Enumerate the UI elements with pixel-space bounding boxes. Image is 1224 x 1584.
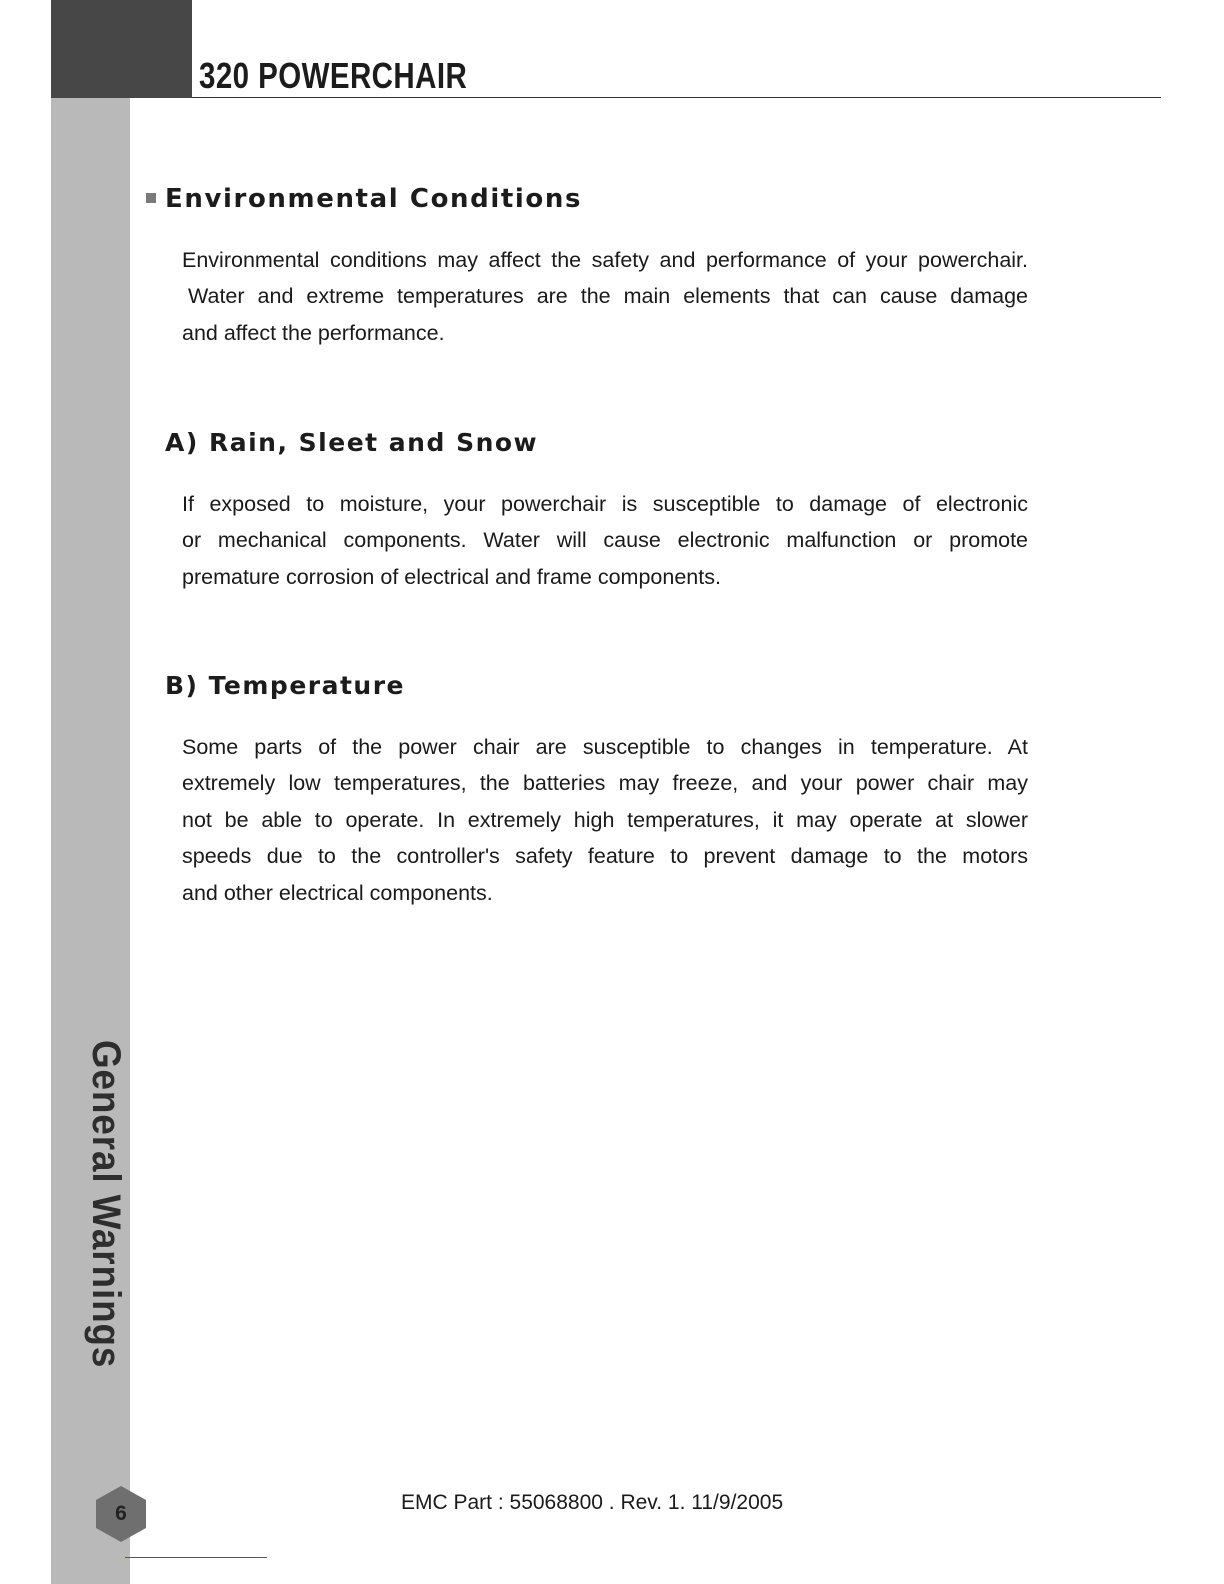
- section-heading: [146, 183, 582, 215]
- paragraph-line: or mechanical components. Water will cause electronic malfunction or promote: [182, 528, 1028, 553]
- paragraph-line: speeds due to the controller's safety feature to prevent damage to the motors: [182, 844, 1028, 869]
- side-tab-label: General Warnings: [84, 1040, 128, 1369]
- paragraph-line: If exposed to moisture, your powerchair is susceptible to damage of electronic: [182, 492, 1028, 516]
- document-title: 320 POWERCHAIR: [199, 55, 468, 96]
- section-heading-text: Environmental Conditions: [165, 184, 583, 214]
- subsection-heading-rain: A) Rain, Sleet and Snow: [165, 428, 539, 457]
- header-block: [51, 0, 192, 98]
- footer-text: EMC Part : 55068800 . Rev. 1. 11/9/2005: [401, 1491, 784, 1514]
- temperature-paragraph: [182, 729, 1028, 911]
- paragraph-line: Some parts of the power chair are susceptible to changes in temperature. At: [182, 735, 1028, 759]
- bottom-underline: [125, 1557, 267, 1558]
- paragraph-line: Environmental conditions may affect the safety and performance of your powerchair.: [182, 248, 1028, 272]
- header-rule: [192, 97, 1161, 98]
- rain-paragraph: [182, 486, 1028, 595]
- paragraph-line: extremely low temperatures, the batteries may freeze, and your power chair may: [182, 771, 1028, 796]
- page-number: 6: [115, 1502, 127, 1525]
- paragraph-line: and other electrical components.: [182, 880, 493, 905]
- subsection-heading-temperature: B) Temperature: [165, 671, 406, 700]
- square-bullet-icon: [146, 193, 156, 203]
- paragraph-line: and affect the performance.: [182, 320, 445, 345]
- paragraph-line: Water and extreme temperatures are the main elements that can cause damage: [188, 284, 1028, 309]
- paragraph-line: not be able to operate. In extremely high temperatures, it may operate at slower: [182, 807, 1028, 832]
- paragraph-line: premature corrosion of electrical and frame components.: [182, 564, 721, 589]
- intro-paragraph: [182, 242, 1028, 351]
